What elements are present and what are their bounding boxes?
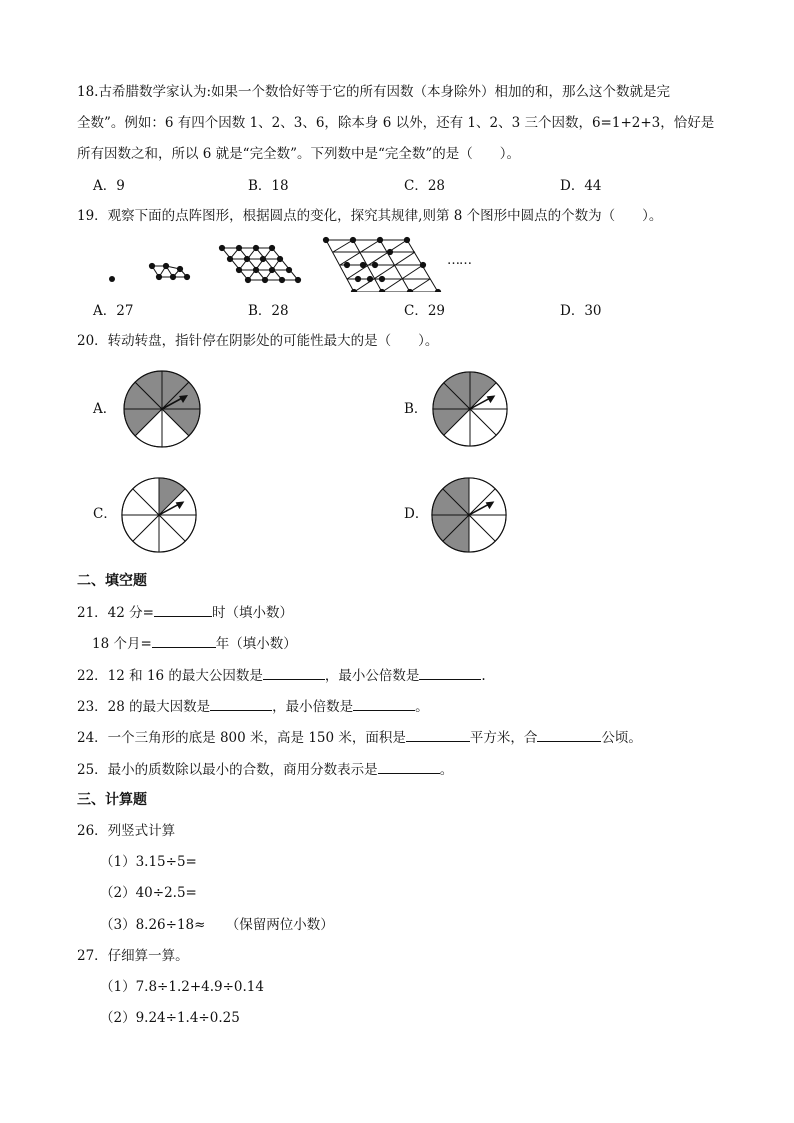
q24-text: 24．一个三角形的底是 800 米，高是 150 米，面积是 平方米，合 公顷。 [77,730,642,746]
q18-line3: 所有因数之和，所以 6 就是“完全数”。下列数中是“完全数”的是（ ）。 [77,146,521,162]
answer-blank[interactable] [152,634,216,648]
answer-blank[interactable] [263,666,325,680]
dot-lattice-figures [100,232,490,292]
q26-item-3: （3）8.26÷18≈ （保留两位小数） [100,917,334,933]
q18-option-a: A．9 [93,178,125,194]
q20-text: 20．转动转盘，指针停在阴影处的可能性最大的是（ ）。 [77,333,439,349]
q18-line1: 18.古希腊数学家认为:如果一个数恰好等于它的所有因数（本身除外）相加的和，那么这个数就是完 [77,84,671,100]
q21-line-a: 21．42 分= 时（填小数） [77,605,293,621]
answer-blank[interactable] [419,666,481,680]
spinner-c-label: C． [93,506,117,522]
lattice-figure-2 [149,263,189,279]
q26-item-1: （1）3.15÷5= [100,854,197,870]
q21-line-b: 18 个月= 年（填小数） [92,636,297,652]
spinner-b-label: B． [404,401,428,417]
spinner-d-label: D． [404,506,429,522]
q19-option-a: A．27 [93,303,134,319]
q27-title: 27．仔细算一算。 [77,948,189,964]
spinner-a-label: A． [93,401,117,417]
q27-item-1: （1）7.8÷1.2+4.9÷0.14 [100,979,264,995]
lattice-dot [109,276,115,282]
answer-blank[interactable] [537,728,601,742]
answer-blank[interactable] [353,697,415,711]
q19-text: 19．观察下面的点阵图形，根据圆点的变化，探究其规律,则第 8 个图形中圆点的个数为（ ）。 [77,208,663,224]
q18-option-d: D．44 [560,178,602,194]
q19-option-c: C．29 [404,303,446,319]
q18-line2: 全数”。例如：6 有四个因数 1、2、3、6，除本身 6 以外，还有 1、2、3 三个因数，6=1+2+3，恰好是 [77,115,715,131]
q23-text: 23．28 的最大因数是 ，最小倍数是 。 [77,699,429,715]
spinner-c [119,475,199,555]
q18-option-c: C．28 [404,178,446,194]
spinner-a [121,368,203,450]
q18-option-b: B．18 [248,178,289,194]
lattice-figure-4 [323,237,440,292]
q26-item-2: （2）40÷2.5= [100,885,197,901]
spinner-d [429,475,509,555]
answer-blank[interactable] [406,728,470,742]
lattice-figure-3 [219,245,300,282]
q19-option-d: D．30 [560,303,602,319]
answer-blank[interactable] [210,697,272,711]
q27-item-2: （2）9.24÷1.4÷0.25 [100,1010,240,1026]
lattice-ellipsis: …… [447,253,471,268]
q19-option-b: B．28 [248,303,289,319]
q22-text: 22．12 和 16 的最大公因数是 ，最小公倍数是 . [77,668,486,684]
section-calculation-heading: 三、计算题 [77,792,147,808]
section-fill-blank-heading: 二、填空题 [77,573,147,589]
answer-blank[interactable] [154,603,212,617]
q25-text: 25．最小的质数除以最小的合数，商用分数表示是 。 [77,762,454,778]
spinner-b [430,369,510,449]
q26-title: 26．列竖式计算 [77,823,176,839]
answer-blank[interactable] [378,760,440,774]
